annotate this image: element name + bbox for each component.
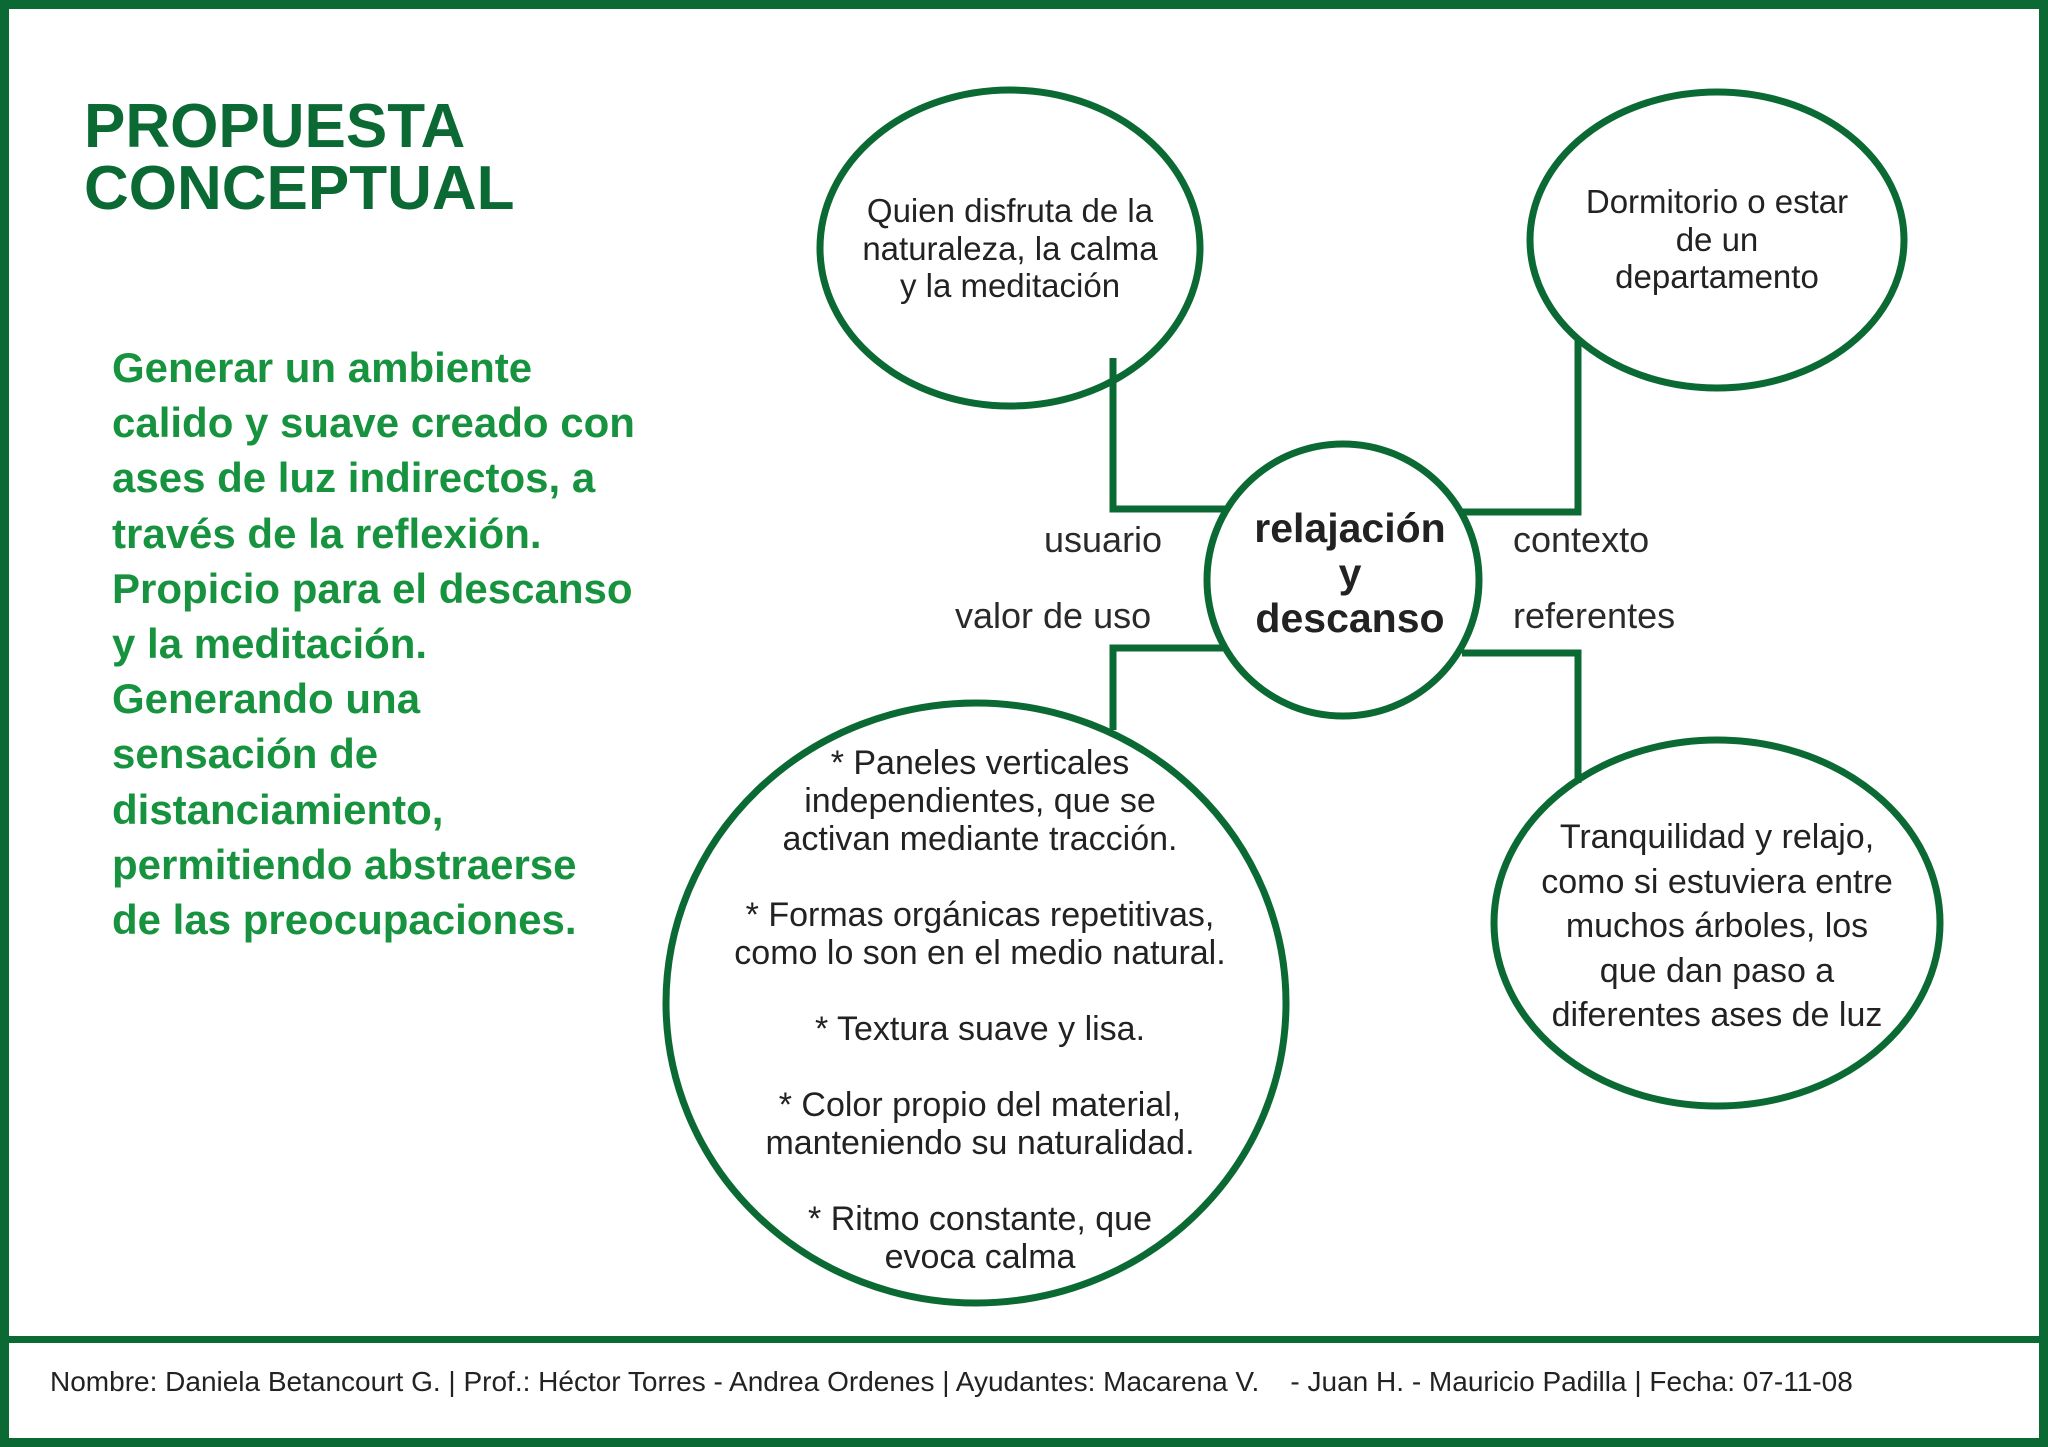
- description-line: Propicio para el descanso: [112, 564, 633, 612]
- referentes-bubble: [1517, 815, 1917, 1038]
- valor-line: como lo son en el medio natural.: [734, 934, 1226, 972]
- bubble-line: Dormitorio o estar: [1585, 183, 1849, 220]
- connector-contexto: [1462, 340, 1578, 512]
- valor-line: * Formas orgánicas repetitivas,: [745, 896, 1215, 934]
- description-line: de las preocupaciones.: [112, 896, 577, 944]
- bubble-line: que dan paso a: [1599, 951, 1835, 990]
- valor-line: * Textura suave y lisa.: [814, 1010, 1146, 1048]
- connector-usuario: [1113, 358, 1225, 509]
- description-line: permitiendo abstraerse: [112, 840, 577, 888]
- description-line: distanciamiento,: [112, 785, 444, 833]
- valor-line: * Paneles verticales: [830, 744, 1130, 782]
- title-line: PROPUESTA: [84, 92, 466, 161]
- valor-item: [680, 1200, 1280, 1276]
- valor-line: manteniendo su naturalidad.: [765, 1124, 1195, 1162]
- connector-valor: [1113, 648, 1225, 730]
- bubble-line: naturaleza, la calma: [862, 229, 1158, 267]
- description-line: calido y suave creado con: [112, 399, 635, 447]
- connector-referentes: [1462, 653, 1578, 783]
- usuario-bubble: [830, 192, 1190, 305]
- valor-item: [680, 1086, 1280, 1162]
- contexto-bubble: [1547, 183, 1887, 296]
- center-line: descanso: [1255, 595, 1445, 641]
- bubble-line: de un: [1675, 220, 1759, 258]
- description-line: través de la reflexión.: [112, 509, 542, 557]
- label-usuario: usuario: [1044, 519, 1163, 560]
- bubble-line: Tranquilidad y relajo,: [1559, 818, 1875, 856]
- valor-de-uso-bubble: [680, 744, 1280, 1276]
- valor-item: [680, 896, 1280, 972]
- description-line: sensación de: [112, 730, 379, 778]
- center-line: relajación: [1254, 505, 1446, 551]
- description-line: Generando una: [112, 675, 421, 723]
- bubble-line: Quien disfruta de la: [866, 192, 1154, 229]
- bubble-line: muchos árboles, los: [1565, 907, 1869, 945]
- valor-item: [680, 744, 1280, 858]
- title-line: CONCEPTUAL: [84, 154, 515, 223]
- description-line: y la meditación.: [112, 620, 428, 668]
- bubble-line: como si estuviera entre: [1541, 862, 1893, 901]
- center-line: y: [1338, 550, 1362, 596]
- valor-line: independientes, que se: [804, 782, 1156, 820]
- valor-line: * Ritmo constante, que: [808, 1200, 1152, 1238]
- label-contexto: contexto: [1513, 519, 1650, 560]
- description-line: ases de luz indirectos, a: [112, 454, 596, 502]
- center-node: [1220, 506, 1480, 641]
- valor-item: [680, 1010, 1280, 1048]
- bubble-line: diferentes ases de luz: [1551, 996, 1883, 1034]
- label-referentes: referentes: [1513, 595, 1676, 636]
- description-line: Generar un ambiente: [112, 344, 533, 391]
- valor-line: * Color propio del material,: [778, 1086, 1182, 1124]
- label-valor-de-uso: valor de uso: [955, 595, 1152, 636]
- footer-credits: Nombre: Daniela Betancourt G. | Prof.: Héctor Torres - Andrea Ordenes | Ayudantes: Macarena V. - Juan H. - Mauricio Padilla | Fecha: 07-11-08: [50, 1366, 1853, 1397]
- valor-line: activan mediante tracción.: [782, 820, 1178, 858]
- valor-line: evoca calma: [884, 1238, 1076, 1276]
- bubble-line: y la meditación: [899, 267, 1121, 304]
- bubble-line: departamento: [1615, 258, 1819, 295]
